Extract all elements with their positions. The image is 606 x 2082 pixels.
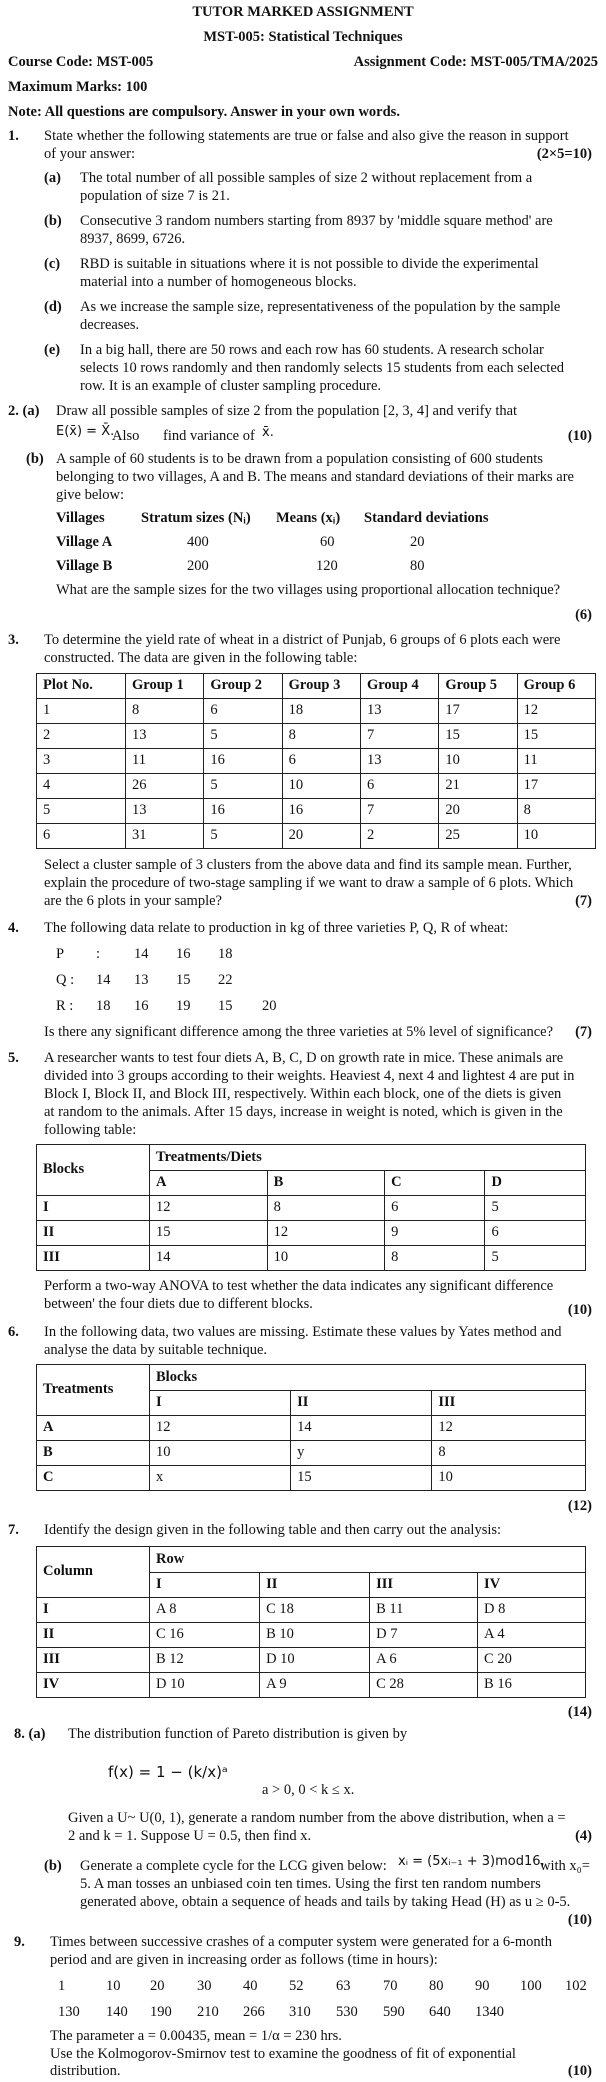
q9-line: The parameter a = 0.00435, mean = 1/α = 230 hrs. — [50, 2028, 342, 2044]
table-cell: 10 — [439, 749, 517, 774]
table-cell: I — [37, 1598, 150, 1623]
table-header-cell: Group 6 — [517, 674, 595, 699]
q6-table — [36, 1364, 586, 1491]
q2a-find: find variance of — [163, 428, 255, 444]
q2b-line: give below: — [56, 487, 125, 503]
q8a-line: The distribution function of Pareto distribution is given by — [68, 1726, 408, 1742]
q8b-line: generated above, obtain a sequence of heads and tails by taking Head (H) as u ≥ 0-5. — [80, 1894, 571, 1910]
table-cell: 12 — [150, 1196, 268, 1221]
q9-value: 140 — [106, 2004, 128, 2020]
q7-marks: (14) — [567, 1704, 592, 1720]
q8b-line: 5. A man tosses an unbiased coin ten times. Using the first ten random numbers — [80, 1876, 541, 1892]
q8a-line: 2 and k = 1. Suppose U = 0.5, then find x. — [68, 1828, 312, 1844]
q1d-line: decreases. — [80, 317, 140, 333]
table-header-cell: Blocks — [37, 1145, 150, 1196]
table-cell: 21 — [439, 774, 517, 799]
table-cell: 10 — [150, 1441, 291, 1466]
q9-value: 530 — [336, 2004, 358, 2020]
table-cell: A 8 — [150, 1598, 260, 1623]
table-cell: 13 — [360, 749, 438, 774]
table-cell: 7 — [360, 799, 438, 824]
table-header-row — [37, 1145, 586, 1171]
q5-table — [36, 1144, 586, 1271]
q2a-line: Draw all possible samples of size 2 from the population [2, 3, 4] and verify that — [56, 403, 518, 419]
q4-line: Is there any significant difference among the three varieties at 5% level of significance? — [44, 1024, 554, 1040]
table-cell: 6 — [485, 1221, 586, 1246]
table-cell: 12 — [267, 1221, 385, 1246]
q1d-label: (d) — [44, 299, 62, 315]
table-header-row — [37, 1547, 586, 1573]
table-header-cell: IV — [478, 1572, 586, 1598]
q2-number: 2. (a) — [8, 403, 40, 419]
q9-number: 9. — [14, 1934, 25, 1950]
q5-line: A researcher wants to test four diets A, B, C, D on growth rate in mice. These animals are — [44, 1050, 564, 1066]
q3-line: explain the procedure of two-stage sampling if we want to draw a sample of 6 plots. Which — [44, 875, 574, 891]
q9-value: 640 — [429, 2004, 451, 2020]
q2b-cell: 80 — [410, 558, 425, 574]
q4-value: 19 — [176, 998, 191, 1014]
q1e-line: In a big hall, there are 50 rows and each row has 60 students. A research scholar — [80, 342, 544, 358]
q8b-label: (b) — [44, 1858, 62, 1874]
q4-label-q: Q : — [56, 972, 75, 988]
table-header-cell: I — [150, 1390, 291, 1416]
table-cell: C 28 — [370, 1673, 478, 1698]
assignment-code: Assignment Code: MST-005/TMA/2025 — [353, 54, 598, 70]
q8b-line: Generate a complete cycle for the LCG given below: — [80, 1858, 387, 1874]
table-row — [37, 1648, 586, 1673]
q9-value: 1 — [58, 1978, 66, 1994]
q6-line: analyse the data by suitable technique. — [44, 1342, 268, 1358]
max-marks: Maximum Marks: 100 — [8, 79, 148, 95]
table-cell: C — [37, 1466, 150, 1491]
q4-line: The following data relate to production in kg of three varieties P, Q, R of wheat: — [44, 920, 509, 936]
table-row — [37, 1623, 586, 1648]
table-cell: 16 — [204, 749, 282, 774]
q8a-marks: (4) — [575, 1828, 592, 1844]
table-cell: 11 — [126, 749, 204, 774]
q1d-line: As we increase the sample size, representativeness of the population by the sample — [80, 299, 561, 315]
q5-number: 5. — [8, 1050, 19, 1066]
q8b-with: with x₀= — [540, 1858, 590, 1874]
table-header-row — [37, 674, 596, 699]
table-cell: 18 — [282, 699, 360, 724]
q9-line: Use the Kolmogorov-Smirnov test to examine the goodness of fit of exponential — [50, 2046, 516, 2062]
table-cell: 17 — [517, 774, 595, 799]
q9-value: 100 — [520, 1978, 542, 1994]
q6-line: In the following data, two values are missing. Estimate these values by Yates method and — [44, 1324, 562, 1340]
q9-value: 590 — [383, 2004, 405, 2020]
table-cell: D 7 — [370, 1623, 478, 1648]
q4-value: 13 — [134, 972, 149, 988]
q4-value: 18 — [218, 946, 233, 962]
table-cell: 15 — [517, 724, 595, 749]
q3-marks: (7) — [575, 893, 592, 909]
table-row — [37, 824, 596, 849]
q1c-line: material into a number of homogeneous blocks. — [80, 274, 357, 290]
table-cell: D 8 — [478, 1598, 586, 1623]
q8b-marks: (10) — [567, 1912, 592, 1928]
table-cell: D 10 — [260, 1648, 370, 1673]
q2b-cell: 200 — [187, 558, 209, 574]
q2a-math-xbar: x̄. — [262, 425, 274, 440]
table-cell: 20 — [282, 824, 360, 849]
table-cell: 4 — [37, 774, 126, 799]
table-header-cell: Group 4 — [360, 674, 438, 699]
table-cell: A — [37, 1416, 150, 1441]
q1a-label: (a) — [44, 170, 61, 186]
table-row — [37, 699, 596, 724]
table-header-cell: Group 1 — [126, 674, 204, 699]
table-header-cell: Group 3 — [282, 674, 360, 699]
table-cell: 16 — [204, 799, 282, 824]
q5-line: between' the four diets due to different blocks. — [44, 1296, 313, 1312]
q9-value: 210 — [197, 2004, 219, 2020]
q1b-label: (b) — [44, 213, 62, 229]
table-header-cell: Group 2 — [204, 674, 282, 699]
q1-marks: (2×5=10) — [536, 146, 592, 162]
q9-value: 10 — [106, 1978, 121, 1994]
q1-number: 1. — [8, 128, 19, 144]
table-cell: 13 — [126, 799, 204, 824]
table-cell: 2 — [37, 724, 126, 749]
table-cell: 1 — [37, 699, 126, 724]
table-cell: A 4 — [478, 1623, 586, 1648]
table-row — [37, 1441, 586, 1466]
q9-line: distribution. — [50, 2063, 121, 2079]
table-header-cell: B — [267, 1170, 385, 1196]
table-cell: 8 — [282, 724, 360, 749]
q2a-marks: (10) — [567, 428, 592, 444]
q4-marks: (7) — [575, 1024, 592, 1040]
table-cell: 13 — [360, 699, 438, 724]
q2b-line: A sample of 60 students is to be drawn from a population consisting of 600 students — [56, 451, 543, 467]
table-header-cell: Treatments/Diets — [150, 1145, 586, 1171]
table-cell: 20 — [439, 799, 517, 824]
q4-label-r: R : — [56, 998, 74, 1014]
q1c-label: (c) — [44, 256, 61, 272]
table-cell: 13 — [126, 724, 204, 749]
q2b-head-sd: Standard deviations — [364, 510, 489, 526]
q4-value: 15 — [176, 972, 191, 988]
table-cell: 9 — [385, 1221, 485, 1246]
q9-value: 30 — [197, 1978, 212, 1994]
table-cell: A 6 — [370, 1648, 478, 1673]
q1e-line: row. It is an example of cluster sampling procedure. — [80, 378, 382, 394]
table-header-cell: C — [385, 1170, 485, 1196]
q4-value: 14 — [134, 946, 149, 962]
doc-subtitle: MST-005: Statistical Techniques — [203, 29, 403, 45]
table-cell: 10 — [517, 824, 595, 849]
table-cell: 12 — [517, 699, 595, 724]
q2b-line: What are the sample sizes for the two villages using proportional allocation technique? — [56, 582, 561, 598]
q7-number: 7. — [8, 1522, 19, 1538]
table-cell: 10 — [267, 1246, 385, 1271]
q5-line: at random to the animals. After 15 days, increase in weight is noted, which is given in the — [44, 1104, 563, 1120]
table-cell: 8 — [267, 1196, 385, 1221]
note: Note: All questions are compulsory. Answer in your own words. — [8, 104, 400, 120]
table-cell: 11 — [517, 749, 595, 774]
q1e-label: (e) — [44, 342, 61, 358]
q8-number: 8. (a) — [14, 1726, 46, 1742]
q2b-row-village: Village B — [56, 558, 113, 574]
table-cell: 5 — [485, 1196, 586, 1221]
table-cell: II — [37, 1221, 150, 1246]
table-row — [37, 774, 596, 799]
table-header-cell: Plot No. — [37, 674, 126, 699]
table-cell: 8 — [385, 1246, 485, 1271]
table-cell: 3 — [37, 749, 126, 774]
q2b-head-stratum: Stratum sizes (Nᵢ) — [141, 510, 251, 526]
q4-value: 22 — [218, 972, 233, 988]
q4-sep: : — [96, 946, 101, 962]
table-cell: C 16 — [150, 1623, 260, 1648]
course-code: Course Code: MST-005 — [8, 54, 154, 70]
table-cell: 15 — [439, 724, 517, 749]
table-header-cell: A — [150, 1170, 268, 1196]
q4-value: 18 — [96, 998, 111, 1014]
table-cell: 6 — [385, 1196, 485, 1221]
q8a-formula: f(x) = 1 − (k/x)ᵃ — [108, 1763, 228, 1781]
q9-value: 266 — [243, 2004, 265, 2020]
table-cell: 12 — [150, 1416, 291, 1441]
table-cell: 5 — [204, 724, 282, 749]
table-cell: 26 — [126, 774, 204, 799]
q2b-marks: (6) — [575, 607, 592, 623]
q9-line: Times between successive crashes of a computer system were generated for a 6-month — [50, 1934, 552, 1950]
q9-value: 20 — [150, 1978, 165, 1994]
q8a-line: Given a U~ U(0, 1), generate a random number from the above distribution, when a = — [68, 1810, 566, 1826]
q1a-line: The total number of all possible samples of size 2 without replacement from a — [80, 170, 533, 186]
table-cell: III — [37, 1648, 150, 1673]
q5-line: Perform a two-way ANOVA to test whether the data indicates any significant difference — [44, 1278, 554, 1294]
q3-line: Select a cluster sample of 3 clusters from the above data and find its sample mean. Further, — [44, 857, 572, 873]
table-cell: B 12 — [150, 1648, 260, 1673]
q9-value: 1340 — [475, 2004, 504, 2020]
table-header-cell: I — [150, 1572, 260, 1598]
q1b-line: Consecutive 3 random numbers starting from 8937 by 'middle square method' are — [80, 213, 553, 229]
q3-number: 3. — [8, 632, 19, 648]
table-row — [37, 1416, 586, 1441]
table-cell: x — [150, 1466, 291, 1491]
q2b-line: belonging to two villages, A and B. The means and standard deviations of their marks are — [56, 469, 574, 485]
q4-number: 4. — [8, 920, 19, 936]
table-row — [37, 799, 596, 824]
table-cell: 5 — [204, 774, 282, 799]
q9-value: 190 — [150, 2004, 172, 2020]
q6-marks: (12) — [567, 1498, 592, 1514]
q9-value: 63 — [336, 1978, 351, 1994]
table-cell: 6 — [282, 749, 360, 774]
q2b-cell: 60 — [320, 534, 335, 550]
q5-line: Block I, Block II, and Block III, respectively. Within each block, one of the diets is given — [44, 1086, 562, 1102]
q9-value: 52 — [289, 1978, 304, 1994]
q4-value: 20 — [262, 998, 277, 1014]
q2b-row-village: Village A — [56, 534, 113, 550]
q3-line: To determine the yield rate of wheat in a district of Punjab, 6 groups of 6 plots each were — [44, 632, 561, 648]
table-row — [37, 1598, 586, 1623]
table-cell: 25 — [439, 824, 517, 849]
q2b-cell: 20 — [410, 534, 425, 550]
table-cell: y — [291, 1441, 432, 1466]
q8a-condition: a > 0, 0 < k ≤ x. — [262, 1782, 355, 1798]
table-cell: 6 — [360, 774, 438, 799]
q9-value: 102 — [565, 1978, 587, 1994]
table-row — [37, 724, 596, 749]
q9-value: 80 — [429, 1978, 444, 1994]
q5-line: following table: — [44, 1122, 137, 1138]
table-row — [37, 1221, 586, 1246]
q6-number: 6. — [8, 1324, 19, 1340]
table-cell: 12 — [432, 1416, 586, 1441]
q9-value: 90 — [475, 1978, 490, 1994]
table-row — [37, 1673, 586, 1698]
table-cell: C 20 — [478, 1648, 586, 1673]
table-row — [37, 1246, 586, 1271]
q4-label-p: P — [56, 946, 65, 962]
table-header-cell: Treatments — [37, 1365, 150, 1416]
table-header-cell: D — [485, 1170, 586, 1196]
q2b-cell: 120 — [316, 558, 338, 574]
table-cell: 31 — [126, 824, 204, 849]
table-cell: D 10 — [150, 1673, 260, 1698]
table-header-cell: III — [370, 1572, 478, 1598]
table-cell: 7 — [360, 724, 438, 749]
q7-table — [36, 1546, 586, 1698]
q2b-head-villages: Villages — [56, 510, 105, 526]
table-cell: 17 — [439, 699, 517, 724]
table-cell: IV — [37, 1673, 150, 1698]
table-cell: 10 — [432, 1466, 586, 1491]
table-header-cell: II — [260, 1572, 370, 1598]
table-header-cell: II — [291, 1390, 432, 1416]
q9-value: 310 — [289, 2004, 311, 2020]
q2b-cell: 400 — [187, 534, 209, 550]
q4-value: 16 — [134, 998, 149, 1014]
table-cell: B 16 — [478, 1673, 586, 1698]
q2a-math-expectation: E(x̄) = X̄. — [56, 424, 115, 439]
q1a-line: population of size 7 is 21. — [80, 188, 230, 204]
table-row — [37, 749, 596, 774]
table-cell: II — [37, 1623, 150, 1648]
table-cell: 5 — [37, 799, 126, 824]
q3-line: are the 6 plots in your sample? — [44, 893, 222, 909]
table-cell: 15 — [291, 1466, 432, 1491]
doc-title: TUTOR MARKED ASSIGNMENT — [192, 4, 414, 20]
table-header-cell: III — [432, 1390, 586, 1416]
q2a-also: Also — [112, 428, 140, 444]
table-header-cell: Column — [37, 1547, 150, 1598]
table-cell: III — [37, 1246, 150, 1271]
table-cell: B — [37, 1441, 150, 1466]
q2b-head-means: Means (xᵢ) — [276, 510, 341, 526]
q1-text-line: of your answer: — [44, 146, 136, 162]
table-row — [37, 1466, 586, 1491]
table-cell: 5 — [204, 824, 282, 849]
table-cell: 10 — [282, 774, 360, 799]
table-cell: 14 — [291, 1416, 432, 1441]
q3-line: constructed. The data are given in the following table: — [44, 650, 358, 666]
q4-value: 14 — [96, 972, 111, 988]
q9-marks: (10) — [567, 2063, 592, 2079]
table-header-cell: Group 5 — [439, 674, 517, 699]
q2b-label: (b) — [26, 451, 44, 467]
q5-line: divided into 3 groups according to their weights. Heaviest 4, next 4 and lightest 4 are put in — [44, 1068, 575, 1084]
q1e-line: selects 10 rows randomly and then randomly selects 15 students from each selected — [80, 360, 565, 376]
q7-line: Identify the design given in the following table and then carry out the analysis: — [44, 1522, 502, 1538]
q1b-line: 8937, 8699, 6726. — [80, 231, 186, 247]
q4-value: 15 — [218, 998, 233, 1014]
q9-value: 130 — [58, 2004, 80, 2020]
table-cell: 2 — [360, 824, 438, 849]
table-cell: C 18 — [260, 1598, 370, 1623]
q1-text-line: State whether the following statements are true or false and also give the reason in support — [44, 128, 569, 144]
table-row — [37, 1196, 586, 1221]
table-cell: B 11 — [370, 1598, 478, 1623]
q9-value: 70 — [383, 1978, 398, 1994]
q3-table — [36, 673, 596, 849]
q9-line: period and are given in increasing order as follows (time in hours): — [50, 1952, 438, 1968]
table-cell: B 10 — [260, 1623, 370, 1648]
q1c-line: RBD is suitable in situations where it is not possible to divide the experimental — [80, 256, 539, 272]
table-cell: 15 — [150, 1221, 268, 1246]
table-cell: 16 — [282, 799, 360, 824]
table-cell: 8 — [517, 799, 595, 824]
table-cell: I — [37, 1196, 150, 1221]
table-cell: A 9 — [260, 1673, 370, 1698]
table-header-cell: Blocks — [150, 1365, 586, 1391]
table-cell: 14 — [150, 1246, 268, 1271]
table-cell: 8 — [432, 1441, 586, 1466]
q9-value: 40 — [243, 1978, 258, 1994]
q5-marks: (10) — [567, 1302, 592, 1318]
table-header-row — [37, 1365, 586, 1391]
q8b-math: xᵢ = (5xᵢ₋₁ + 3)mod16, — [398, 1854, 545, 1869]
table-cell: 6 — [204, 699, 282, 724]
q4-value: 16 — [176, 946, 191, 962]
table-cell: 8 — [126, 699, 204, 724]
table-header-cell: Row — [150, 1547, 586, 1573]
table-cell: 6 — [37, 824, 126, 849]
table-cell: 5 — [485, 1246, 586, 1271]
